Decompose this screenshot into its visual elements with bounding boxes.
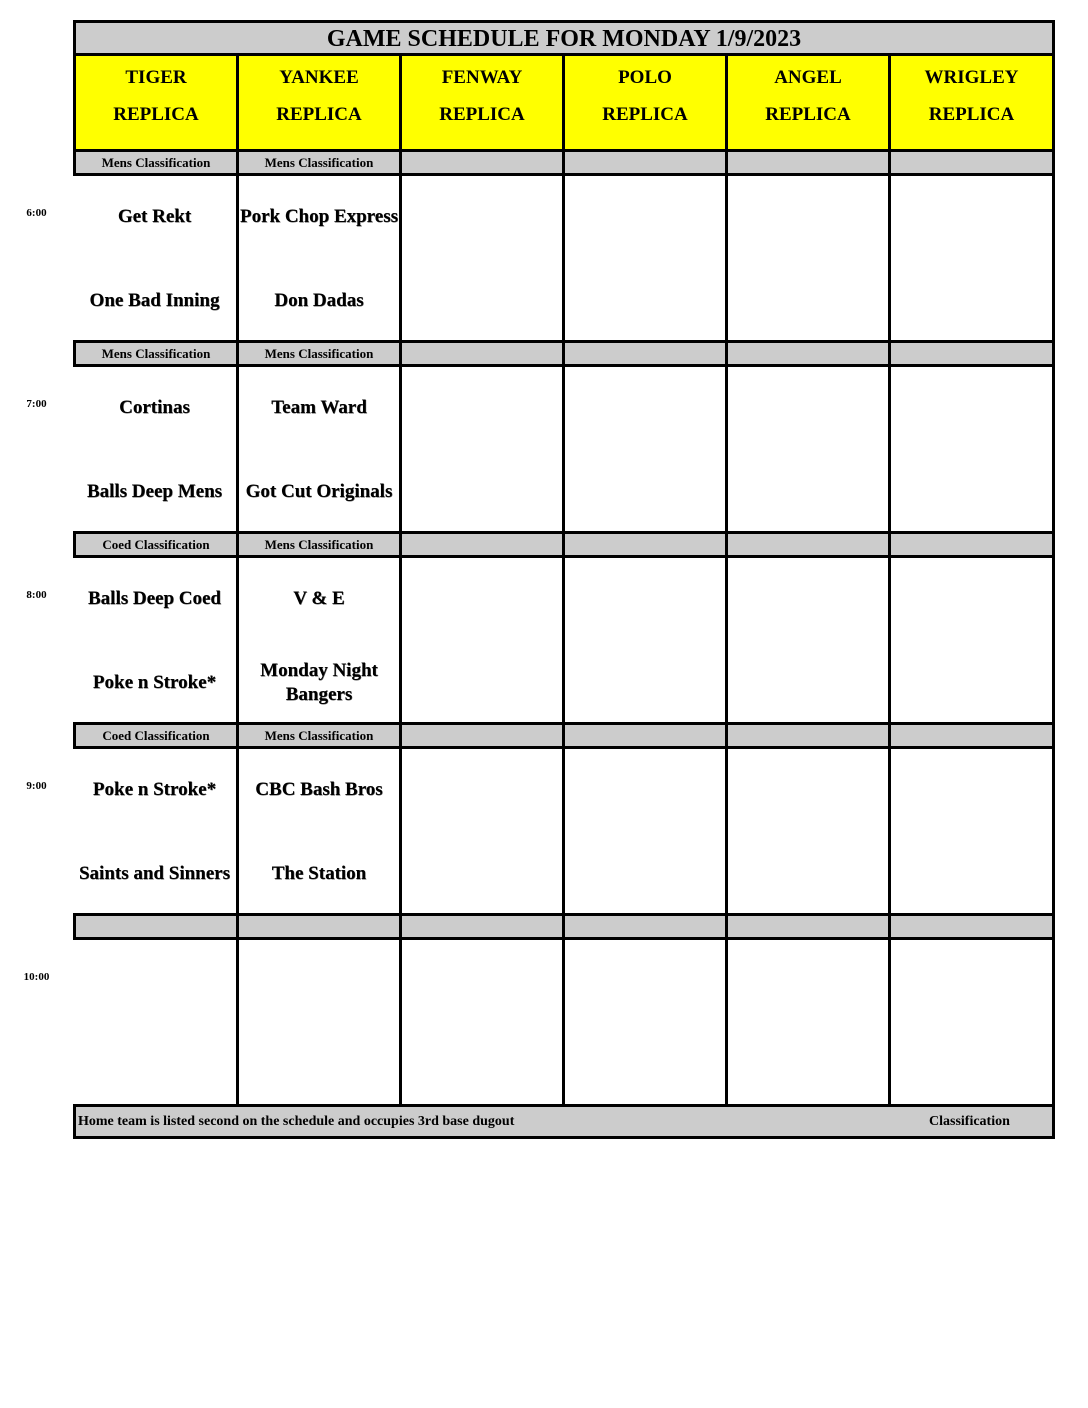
- game-cell: [728, 364, 891, 534]
- away-team-name: CBC Bash Bros: [255, 779, 383, 800]
- classification-cell: [402, 531, 565, 558]
- game-cell: [565, 364, 728, 534]
- game-cell: [402, 364, 565, 534]
- classification-cell: [891, 149, 1055, 176]
- game-cell: [73, 364, 239, 534]
- venue-subtitle: REPLICA: [276, 104, 362, 125]
- venue-name: TIGER: [125, 67, 187, 88]
- game-cell: [565, 173, 728, 343]
- home-team-name: Don Dadas: [274, 290, 364, 311]
- venue-header-polo: [565, 53, 728, 152]
- venue-header-row: [73, 53, 1055, 152]
- classification-cell: Mens Classification: [239, 149, 402, 176]
- slot-time-label: 6:00: [26, 207, 47, 219]
- home-team-name: Poke n Stroke*: [92, 672, 217, 693]
- game-cell: [239, 746, 402, 916]
- game-cell: [402, 173, 565, 343]
- classification-cell: [565, 722, 728, 749]
- classification-cell: [402, 149, 565, 176]
- venue-name: YANKEE: [279, 67, 359, 88]
- classification-cell: [239, 913, 402, 940]
- venue-header-wrigley: [891, 53, 1055, 152]
- away-team-name: Cortinas: [119, 397, 190, 418]
- classification-cell: Mens Classification: [73, 149, 239, 176]
- classification-cell: [565, 340, 728, 367]
- game-cell: [239, 173, 402, 343]
- classification-cell: [402, 913, 565, 940]
- classification-cell: [891, 531, 1055, 558]
- game-cell: [239, 364, 402, 534]
- home-team-name: Monday Night Bangers: [260, 660, 378, 705]
- game-cell: [565, 746, 728, 916]
- schedule-title: GAME SCHEDULE FOR MONDAY 1/9/2023: [73, 20, 1055, 56]
- game-cell: [402, 555, 565, 725]
- game-cell: [891, 364, 1055, 534]
- home-team-name: Balls Deep Mens: [86, 481, 223, 502]
- game-cell: [728, 937, 891, 1107]
- game-cell: [728, 555, 891, 725]
- venue-header-angel: [728, 53, 891, 152]
- classification-cell: [73, 913, 239, 940]
- venue-header-tiger: [73, 53, 239, 152]
- footer-bar: [73, 1104, 1055, 1139]
- classification-cell: [728, 340, 891, 367]
- venue-subtitle: REPLICA: [602, 104, 688, 125]
- venue-subtitle: REPLICA: [928, 104, 1015, 125]
- game-cell: [73, 746, 239, 916]
- slot-time-label: 7:00: [26, 398, 47, 410]
- classification-cell: Mens Classification: [73, 340, 239, 367]
- game-cell: [565, 937, 728, 1107]
- home-team-name: One Bad Inning: [89, 290, 220, 311]
- classification-row: [73, 531, 1055, 558]
- classification-cell: [565, 913, 728, 940]
- classification-cell: [565, 149, 728, 176]
- classification-cell: [728, 149, 891, 176]
- game-cell: [402, 746, 565, 916]
- classification-cell: [728, 913, 891, 940]
- home-team-note: Home team is listed second on the schedule and occupies 3rd base dugout: [78, 1114, 515, 1129]
- classification-row: [73, 913, 1055, 940]
- game-cell: [728, 746, 891, 916]
- venue-header-fenway: [402, 53, 565, 152]
- game-cell: [565, 555, 728, 725]
- schedule-sheet: [23, 20, 1055, 1139]
- classification-cell: Mens Classification: [239, 531, 402, 558]
- game-cell: [73, 173, 239, 343]
- venue-subtitle: REPLICA: [113, 104, 199, 125]
- home-team-name: Got Cut Originals: [245, 481, 393, 502]
- slot-time-label: 10:00: [23, 971, 50, 983]
- classification-row: [73, 149, 1055, 176]
- away-team-name: Balls Deep Coed: [88, 588, 221, 609]
- game-slot-row: [26, 555, 1055, 725]
- classification-cell: [891, 340, 1055, 367]
- classification-cell: Mens Classification: [239, 722, 402, 749]
- game-slot-row: [26, 364, 1055, 534]
- game-cell: [891, 555, 1055, 725]
- away-team-name: Pork Chop Express: [239, 206, 398, 227]
- home-team-name: Saints and Sinners: [78, 863, 230, 884]
- venue-subtitle: REPLICA: [439, 104, 525, 125]
- away-team-name: Poke n Stroke*: [92, 779, 217, 800]
- away-team-name: Team Ward: [271, 397, 367, 418]
- venue-header-yankee: [239, 53, 402, 152]
- venue-name: POLO: [618, 67, 672, 88]
- game-slot-row: [26, 746, 1055, 916]
- venue-name: WRIGLEY: [924, 67, 1019, 88]
- classification-cell: [891, 913, 1055, 940]
- time-slots: [23, 149, 1055, 1107]
- away-team-name: Get Rekt: [117, 206, 192, 227]
- game-cell: [239, 937, 402, 1107]
- home-team-name: The Station: [271, 863, 367, 884]
- classification-cell: [728, 722, 891, 749]
- classification-row: [73, 722, 1055, 749]
- venue-subtitle: REPLICA: [765, 104, 851, 125]
- classification-cell: [891, 722, 1055, 749]
- classification-cell: Coed Classification: [73, 531, 239, 558]
- game-slot-row: [26, 173, 1055, 343]
- game-slot-row: [23, 937, 1055, 1107]
- game-cell: [891, 937, 1055, 1107]
- game-cell: [73, 937, 239, 1107]
- classification-cell: [565, 531, 728, 558]
- away-team-name: V & E: [293, 588, 345, 609]
- classification-cell: [402, 340, 565, 367]
- game-cell: [73, 555, 239, 725]
- game-cell: [891, 173, 1055, 343]
- slot-time-label: 9:00: [26, 780, 47, 792]
- classification-cell: [402, 722, 565, 749]
- venue-name: ANGEL: [774, 67, 842, 88]
- footer-classification-label: Classification: [929, 1114, 1010, 1129]
- slot-time-label: 8:00: [26, 589, 47, 601]
- game-cell: [239, 555, 402, 725]
- venue-name: FENWAY: [441, 67, 523, 88]
- classification-cell: [728, 531, 891, 558]
- classification-row: [73, 340, 1055, 367]
- classification-cell: Mens Classification: [239, 340, 402, 367]
- game-cell: [728, 173, 891, 343]
- classification-cell: Coed Classification: [73, 722, 239, 749]
- game-cell: [402, 937, 565, 1107]
- game-cell: [891, 746, 1055, 916]
